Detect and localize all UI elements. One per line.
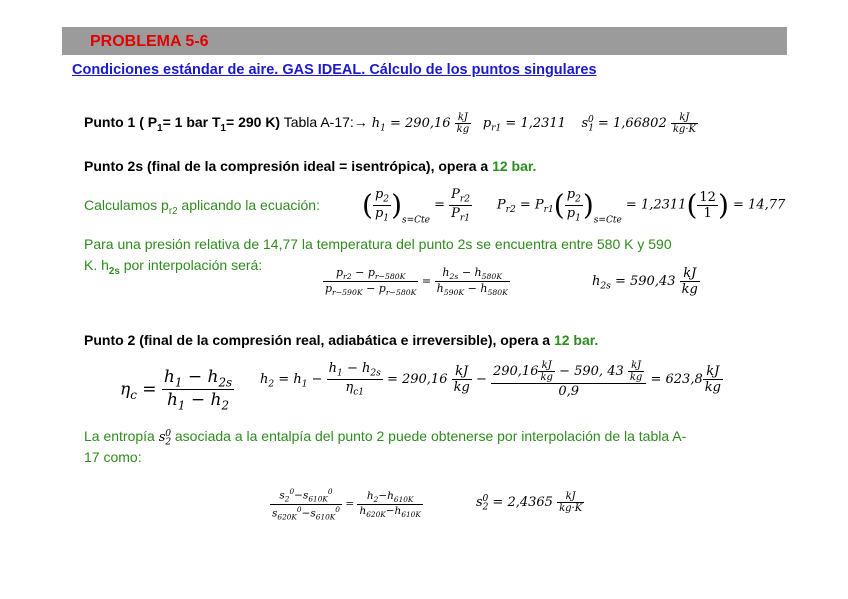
punto2-entropy-interp: $\frac{s_2^0-s_{610K}^0}{s_{620K}^0-s_{610K}^0}$ = $\frac{h_2-h_{610K}}{h_{620K}-h_{610K}}$ [272,487,421,522]
punto2-heading: Punto 2 (final de la compresión real, adiabática e irreversible), opera a 12 bar. [84,332,599,348]
punto1-label: Punto 1 ( $P_1= 1$ bar $T_1= 290$ K) [84,114,281,134]
punto2-s2: $s_2^0 = 2,4365$ $\frac{kJ}{kg\cdot K}$ [476,491,583,514]
punto2s-equation: ( $\frac{p_2}{p_1}$ )$_{s=Cte}$ = $\frac{P_{r2}}{P_{r1}}$ $P_{r2} = P_{r1}$( $\frac{p_2}{p_1}$ )$_{s=Cte} = 1,2311$( $\frac{12}{1}$ ) = 14,77 [362,187,786,226]
punto2-eta-definition: $\eta_c$ = $\frac{h_1 - h_{2s}}{h_1 - h_2}$ [120,367,233,413]
punto1-line: Punto 1 ( $P_1= 1$ bar $T_1= 290$ K) Tabla A-17:→ $h_1 = 290,16$ $\frac{kJ}{kg}$ $p_{r1} = 1,2311$ $s_1^0 = 1,66802$ $\frac{kJ}{kg\cdot K}$ [84,112,696,135]
punto1-table-ref: Tabla A-17: [283,114,354,130]
punto2s-interp-line2: K. $h_{2s}$ por interpolación será: [84,257,263,277]
punto2s-interp-equation: $\frac{p_{r2} - p_{r-580K}}{p_{r-590K} - p_{r-580K}}$ = $\frac{h_{2s} - h_{580K}}{h_{590K} - h_{580K}}$ [325,266,508,298]
page-title: PROBLEMA 5-6 [90,33,209,50]
punto2s-h2s: $h_{2s} = 590,43$ $\frac{kJ}{kg}$ [592,266,698,297]
subtitle-link[interactable]: Condiciones estándar de aire. GAS IDEAL. Cálculo de los puntos singulares [72,62,597,78]
punto2s-heading: Punto 2s (final de la compresión ideal = isentrópica), opera a 12 bar. [84,158,537,174]
punto1-pr1: $p_{r1} = 1,2311$ [482,116,566,134]
punto2s-interp-line1: Para una presión relativa de 14,77 la temperatura del punto 2s se encuentra entre 580 K y 590 [84,236,672,252]
punto1-h1: $h_1 = 290,16$ $\frac{kJ}{kg}$ [371,112,470,135]
punto2-entropy-line2: 17 como: [84,449,142,465]
punto2-h2-equation: $h_2 = h_1$ − $\frac{h_1 - h_{2s}}{\eta_{c1}}$ = 290,16 $\frac{kJ}{kg}$ − 290,16 $\frac{kJ}{kg}$ − 590, 43 $\frac{kJ}{kg}$ 0,9 = 623,8 $\frac{kJ}{kg}$ [260,360,721,399]
punto2s-calc-text: Calculamos $p_{r2}$ aplicando la ecuación: [84,197,320,217]
punto1-s1: $s_1^0 = 1,66802$ $\frac{kJ}{kg\cdot K}$ [581,112,696,135]
punto2-entropy-line1: La entropía $s_2^0$ asociada a la entalpía del punto 2 puede obtenerse por interpolación de la tabla A- [84,428,687,448]
